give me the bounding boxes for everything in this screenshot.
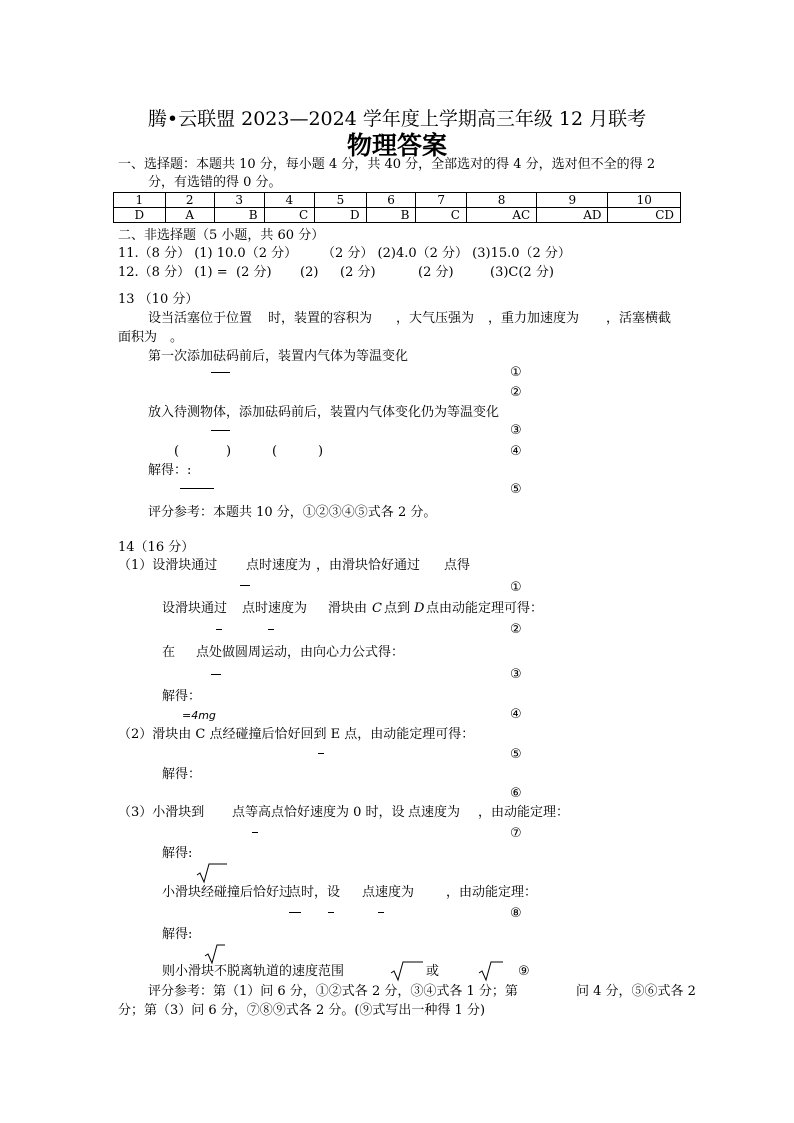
q12-part-f: (3)C(2 分) [490,265,554,280]
q13-text: ，活塞横截 [606,311,672,326]
fraction-bar [328,912,334,913]
sqrt-icon [478,960,504,982]
equation-number: ⑥ [510,786,522,801]
q14-score: 评分参考：第（1）问 6 分，①②式各 2 分，③④式各 1 分；第 [148,984,518,999]
paren: ) [318,444,324,459]
equation-number: ② [510,622,522,637]
paren: ( [272,444,278,459]
equation-number: ⑤ [510,482,522,497]
answer-number: 1 [114,193,166,208]
equation-number: ④ [510,707,522,722]
section1-line1: 一、选择题：本题共 10 分，每小题 4 分，共 40 分，全部选对的得 4 分，选对但不全的得 2 [118,157,656,172]
q14-text: 设滑块通过 [162,601,228,616]
q13-text: 第一次添加砝码前后，装置内气体为等温变化 [148,349,409,364]
fraction-bar [378,912,384,913]
answer-number: 7 [416,193,467,208]
q14-solution-label: 解得: [162,846,193,861]
paren: ( [174,444,180,459]
q14-text: 滑块由 [328,601,368,616]
q14-text: （3）小滑块到 [118,805,205,820]
q12-part-b: (2 分) [236,265,272,280]
paren: ) [226,444,232,459]
fraction-bar [211,372,230,373]
q14-text: ，由动能定理： [478,805,570,820]
fraction-bar [216,629,222,630]
q14-text: ，由动能定理： [446,885,538,900]
q13-text: ，重力加速度为 [488,311,580,326]
answer-table [113,192,681,223]
equation-number: ② [510,385,522,400]
q13-score: 评分参考：本题共 10 分，①②③④⑤式各 2 分。 [148,505,437,520]
answer-number: 5 [315,193,367,208]
answer-key: D [114,208,166,223]
q11-part-b: （2 分） (2)4.0（2 分） (3)15.0（2 分） [322,246,571,261]
q14-text: 或 [426,964,440,979]
equation-number: ⑧ [510,906,522,921]
q13-text: 设当活塞位于位置 [148,311,253,326]
answer-table-key-row [114,208,681,223]
answer-number: 4 [264,193,315,208]
fraction-bar [211,430,230,431]
equation-number: ③ [510,423,522,438]
q14-text: 点时速度为 [246,558,312,573]
answer-key: C [416,208,467,223]
q14-solution-label: 解得： [162,689,202,704]
q14-text: 点速度为 [362,885,415,900]
answer-number: 9 [537,193,608,208]
answer-key: B [366,208,416,223]
fraction-bar [268,629,274,630]
answer-table-number-row [114,193,681,208]
q14-heading: 14（16 分） [118,540,195,555]
q13-solution-label: 解得：: [148,463,192,478]
sqrt-icon [204,943,226,965]
q14-text: 点到 [384,601,411,616]
section2-heading: 二、非选择题（5 小题，共 60 分） [118,228,325,243]
equation-number: ⑦ [510,826,522,841]
q13-text: 放入待测物体，添加砝码前后，装置内气体变化仍为等温变化 [148,405,500,420]
q14-text: 小滑块经碰撞后恰好过 [162,885,293,900]
fraction-bar [240,585,250,586]
q13-text: 时，装置的容积为 [268,311,373,326]
q13-text: 。 [170,330,184,345]
equation-number: ⑤ [510,747,522,762]
fraction-bar [318,753,324,754]
q14-text: 在 [162,645,176,660]
equation-number: ① [510,365,522,380]
fraction-bar [289,912,301,913]
equation-number: ① [510,580,522,595]
q12-part-e: (2 分) [418,265,454,280]
answer-number: 10 [608,193,681,208]
q14-point-label: C [372,601,382,616]
q14-score: 问 4 分，⑤⑥式各 2 [576,984,696,999]
q14-score: 分；第（3）问 6 分，⑦⑧⑨式各 2 分。(⑨式写出一种得 1 分) [118,1003,486,1018]
answer-key: AD [537,208,608,223]
section1-line2: 分，有选错的得 0 分。 [148,175,282,190]
q14-text: （1）设滑块通过 [118,558,218,573]
sqrt-icon [196,862,228,884]
q14-text: 点时，设 [288,885,341,900]
answer-number: 3 [214,193,264,208]
answer-number: 6 [366,193,416,208]
q14-text: 点处做圆周运动，由向心力公式得： [196,645,405,660]
q14-text: ，由滑块恰好通过 [316,558,421,573]
q14-solution-label: 解得: [162,927,193,942]
q13-heading: 13 （10 分） [118,292,199,307]
answer-key: AC [466,208,536,223]
q12-part-c: (2) [300,265,319,280]
q14-solution-label: 解得： [162,767,202,782]
q14-text: 则小滑块不脱离轨道的速度范围 [162,964,345,979]
fraction-bar [252,832,258,833]
answer-key: D [315,208,367,223]
q13-text: 面积为 [118,330,158,345]
q11-part-a: 11.（8 分） (1) 10.0（2 分） [118,246,298,261]
q14-result-4mg: =4mg [182,709,216,722]
answer-key: CD [608,208,681,223]
sqrt-icon [390,960,424,982]
q14-text: 点等高点恰好速度为 0 时，设 [232,805,405,820]
q14-text: 点得 [444,558,471,573]
answer-number: 2 [165,193,214,208]
q12-part-d: (2 分) [340,265,376,280]
equation-number: ⑨ [518,964,530,979]
answer-key: C [264,208,315,223]
q14-part2: （2）滑块由 C 点经碰撞后恰好回到 E 点，由动能定理可得： [118,727,475,742]
fraction-bar [211,674,221,675]
answer-key: B [214,208,264,223]
answer-number: 8 [466,193,536,208]
document-title: 腾•云联盟 2023—2024 学年度上学期高三年级 12 月联考 [147,108,647,130]
fraction-bar [180,488,214,489]
q14-text: 点时速度为 [242,601,308,616]
answer-key: A [165,208,214,223]
document-subtitle: 物理答案 [346,131,447,160]
q14-point-label: D [414,601,425,616]
q12-part-a: 12.（8 分） (1) = [118,265,228,280]
q14-text: 点速度为 [408,805,461,820]
equation-number: ④ [510,444,522,459]
equation-number: ③ [510,667,522,682]
q14-text: 点由动能定理可得： [426,601,544,616]
q13-text: ，大气压强为 [396,311,475,326]
